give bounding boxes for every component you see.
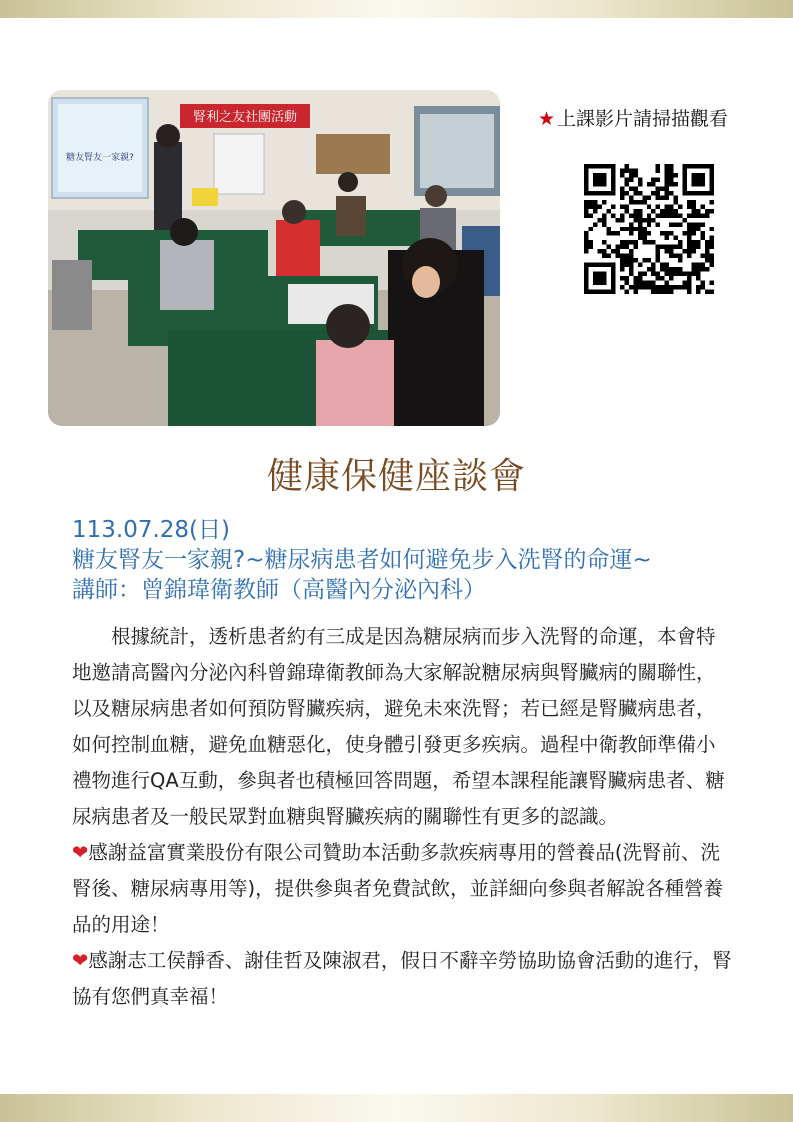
qr-finder-bottom-left	[584, 263, 615, 294]
page-title: 健康保健座談會	[266, 456, 526, 497]
qr-finder-top-right	[683, 164, 714, 195]
slide-title: 糖友腎友一家親?	[66, 153, 134, 163]
photo-banner: 腎利之友社團活動	[192, 110, 298, 125]
event-speaker: 講師：曾錦瑋衛教師（高醫內分泌內科）	[72, 577, 486, 603]
bottom-decorative-band	[0, 1094, 793, 1122]
thanks-sponsor-paragraph	[72, 835, 732, 943]
star-icon: ★	[538, 108, 556, 130]
event-date: 113.07.28(日)	[72, 517, 231, 543]
article-body	[72, 619, 732, 1015]
heart-icon: ❤	[72, 949, 89, 972]
thanks-sponsor-text: 感謝益富實業股份有限公司贊助本活動多款疾病專用的營養品(洗腎前、洗腎後、糖尿病專用等)，提供參與者免費試飲，並詳細向參與者解說各種營養品的用途！	[72, 841, 724, 936]
event-photo	[48, 90, 500, 426]
thanks-volunteers-paragraph	[72, 943, 732, 1015]
thanks-volunteers-text: 感謝志工侯靜香、謝佳哲及陳淑君，假日不辭辛勞協助協會活動的進行，腎協有您們真幸福！	[72, 949, 732, 1008]
qr-code[interactable]	[584, 164, 714, 294]
qr-caption-text: 上課影片請掃描觀看	[557, 108, 729, 130]
qr-finder-top-left	[584, 164, 615, 195]
heart-icon: ❤	[72, 841, 89, 864]
top-decorative-band	[0, 0, 793, 18]
summary-paragraph: 根據統計，透析患者約有三成是因為糖尿病而步入洗腎的命運，本會特地邀請高醫內分泌內科曾錦瑋衛教師為大家解說糖尿病與腎臟病的關聯性，以及糖尿病患者如何預防腎臟疾病，避免未來洗腎；若已經是腎臟病患者，如何控制血糖，避免血糖惡化，使身體引發更多疾病。過程中衛教師準備小禮物進行QA互動，參與者也積極回答問題，希望本課程能讓腎臟病患者、糖尿病患者及一般民眾對血糖與腎臟疾病的關聯性有更多的認識。	[72, 625, 725, 828]
qr-caption	[538, 104, 728, 131]
event-topic: 糖友腎友一家親?~糖尿病患者如何避免步入洗腎的命運~	[72, 547, 652, 573]
